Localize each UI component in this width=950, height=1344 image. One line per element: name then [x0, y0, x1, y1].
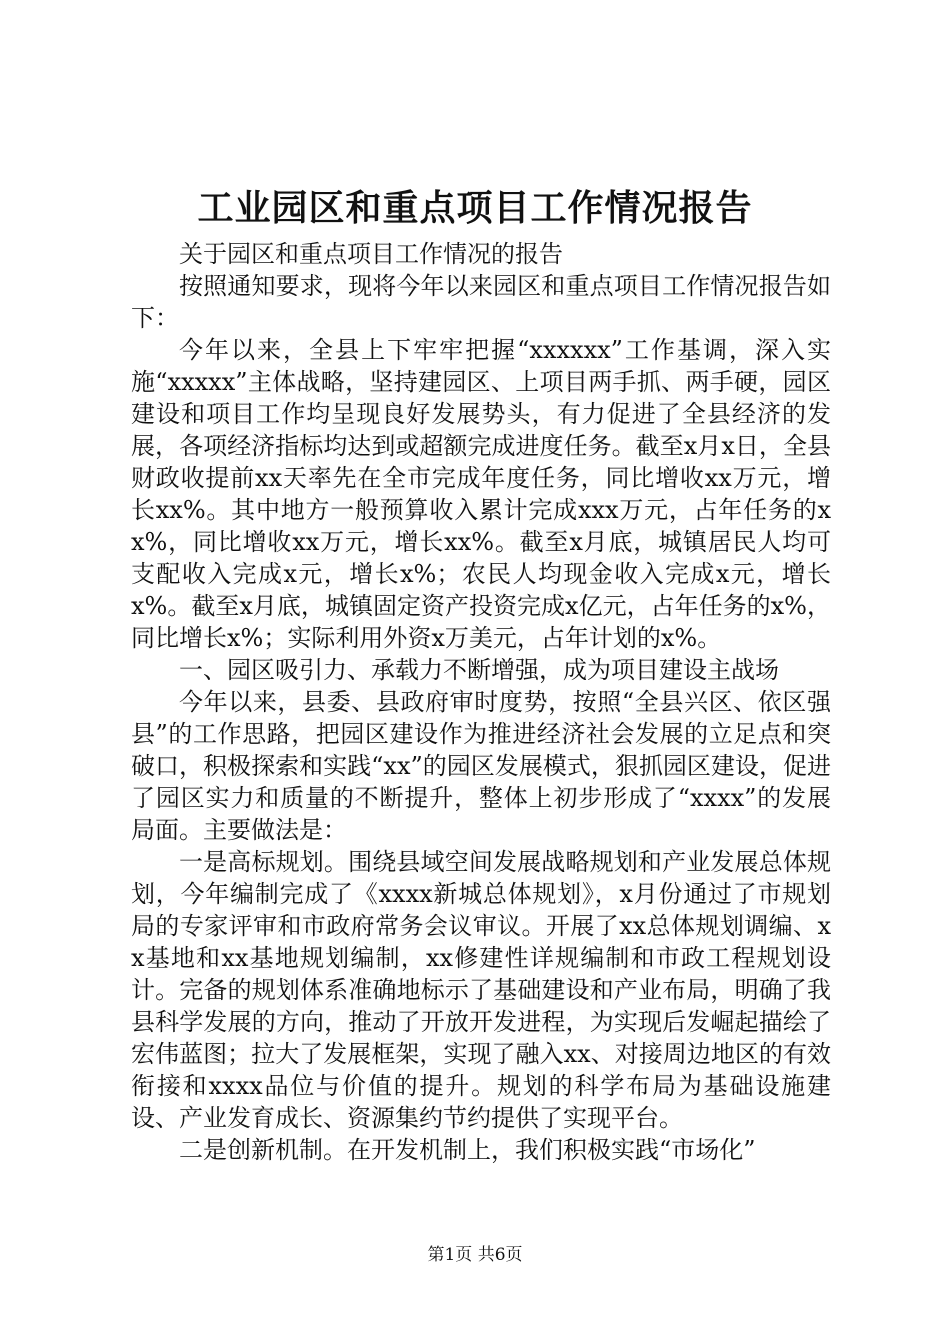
document-body [131, 238, 831, 1166]
section-1-paragraph: 今年以来，县委、县政府审时度势，按照“全县兴区、依区强县”的工作思路，把园区建设作为推进经济社会发展的立足点和突破口，积极探索和实践“xx”的园区发展模式，狠抓园区建设，促进了园区实力和质量的不断提升，整体上初步形成了“xxxx”的发展局面。主要做法是： [131, 688, 831, 844]
intro-paragraph: 按照通知要求，现将今年以来园区和重点项目工作情况报告如下： [131, 272, 831, 332]
mechanism-paragraph: 二是创新机制。在开发机制上，我们积极实践“市场化” [179, 1136, 756, 1164]
section-heading-1: 一、园区吸引力、承载力不断增强，成为项目建设主战场 [179, 656, 779, 684]
page-footer: 第1页 共6页 [427, 1245, 523, 1265]
planning-paragraph: 一是高标规划。围绕县域空间发展战略规划和产业发展总体规划，今年编制完成了《xxxx新城总体规划》，x月份通过了市规划局的专家评审和市政府常务会议审议。开展了xx总体规划调编、xx基地和xx基地规划编制，xx修建性详规编制和市政工程规划设计。完备的规划体系准确地标示了基础建设和产业布局，明确了我县科学发展的方向，推动了开放开发进程，为实现后发崛起描绘了宏伟蓝图；拉大了发展框架，实现了融入xx、对接周边地区的有效衔接和xxxx品位与价值的提升。规划的科学布局为基础设施建设、产业发育成长、资源集约节约提供了实现平台。 [131, 848, 831, 1132]
report-subtitle: 关于园区和重点项目工作情况的报告 [179, 240, 563, 268]
overview-paragraph: 今年以来，全县上下牢牢把握“xxxxxx”工作基调，深入实施“xxxxx”主体战略，坚持建园区、上项目两手抓、两手硬，园区建设和项目工作均呈现良好发展势头，有力促进了全县经济的发展，各项经济指标均达到或超额完成进度任务。截至x月x日，全县财政收提前xx天率先在全市完成年度任务，同比增收xx万元，增长xx%。其中地方一般预算收入累计完成xxx万元，占年任务的xx%，同比增收xx万元，增长xx%。截至x月底，城镇居民人均可支配收入完成x元，增长x%；农民人均现金收入完成x元，增长x%。截至x月底，城镇固定资产投资完成x亿元，占年任务的x%，同比增长x%；实际利用外资x万美元，占年计划的x%。 [131, 336, 831, 652]
document-title: 工业园区和重点项目工作情况报告 [197, 187, 753, 229]
